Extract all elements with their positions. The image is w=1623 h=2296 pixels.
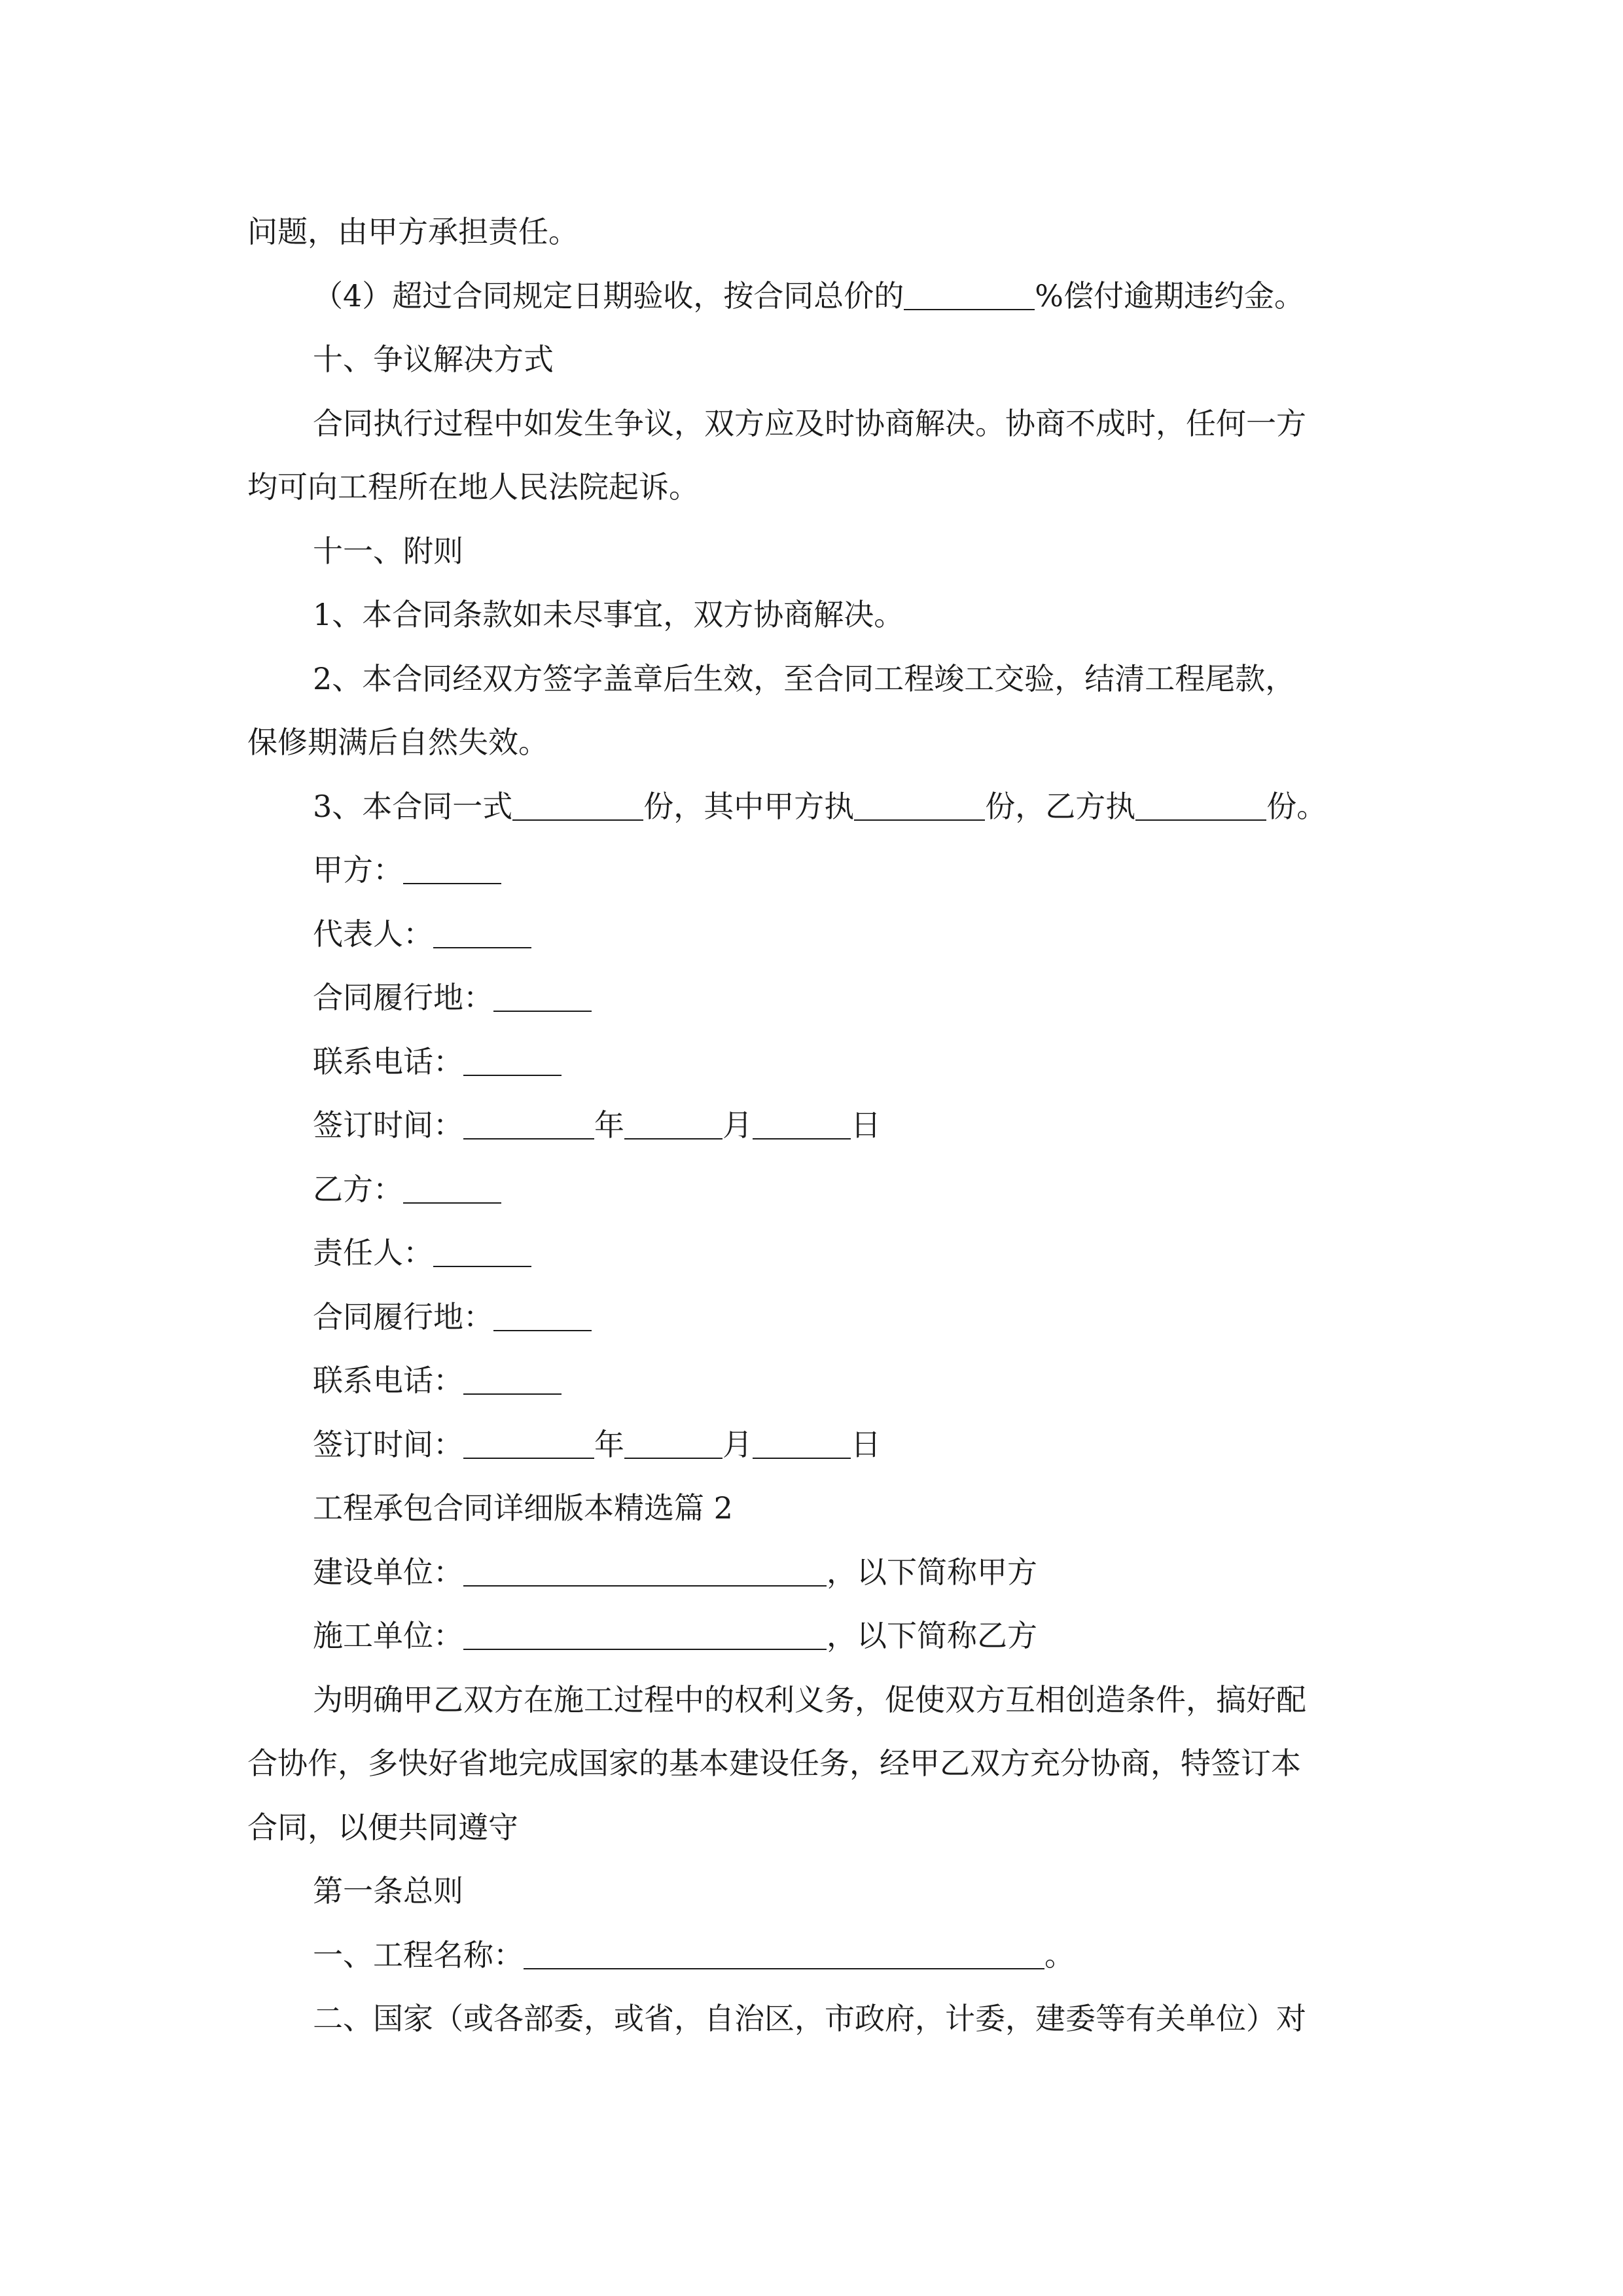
text-line — [247, 200, 1377, 264]
text-span: 十、争议解决方式 — [313, 342, 554, 377]
text-span: 二、国家（或各部委，或省，自治区，市政府，计委，建委等有关单位）对 — [313, 2001, 1306, 2036]
article-heading — [247, 1859, 1377, 1924]
fill-blank — [433, 1240, 531, 1267]
signature-field-phone — [247, 1349, 1377, 1413]
text-line — [247, 456, 1377, 520]
signature-field-place — [247, 966, 1377, 1030]
text-span: 十一、附则 — [313, 533, 463, 569]
text-span: 日 — [851, 1426, 881, 1462]
text-span: %偿付逾期违约金。 — [1035, 278, 1304, 314]
fill-blank — [463, 1112, 594, 1139]
text-span: 合同执行过程中如发生争议，双方应及时协商解决。协商不成时，任何一方 — [313, 405, 1306, 441]
text-span: 第一条总则 — [313, 1873, 463, 1909]
fill-blank — [463, 1623, 827, 1650]
fill-blank — [753, 1431, 851, 1459]
signature-field-date — [247, 1094, 1377, 1158]
text-line — [247, 583, 1377, 647]
signature-field-responsible — [247, 1221, 1377, 1285]
signature-field-party-a — [247, 838, 1377, 903]
field-label: 联系电话： — [313, 1043, 463, 1079]
field-contractor-unit — [247, 1604, 1377, 1668]
fill-blank — [403, 857, 501, 884]
text-span: （4）超过合同规定日期验收，按合同总价的 — [313, 278, 904, 314]
field-label: 乙方： — [313, 1171, 403, 1207]
field-construction-unit — [247, 1541, 1377, 1605]
text-line — [247, 647, 1377, 711]
text-line — [247, 392, 1377, 456]
signature-field-party-b — [247, 1158, 1377, 1222]
field-label: 一、工程名称： — [313, 1937, 524, 1973]
field-label: 代表人： — [313, 916, 433, 952]
field-label: 签订时间： — [313, 1426, 463, 1462]
section-heading — [247, 328, 1377, 392]
fill-blank — [493, 1304, 592, 1331]
section-title — [247, 1477, 1377, 1541]
fill-blank — [524, 1942, 1044, 1969]
text-span: 份，乙方执 — [985, 788, 1136, 824]
field-label: 甲方： — [313, 852, 403, 888]
field-label: 施工单位： — [313, 1618, 463, 1653]
fill-blank — [493, 984, 592, 1012]
fill-blank — [854, 793, 985, 821]
field-label: 责任人： — [313, 1235, 433, 1270]
fill-blank — [463, 1559, 827, 1587]
field-label: 合同履行地： — [313, 1299, 493, 1335]
fill-blank — [463, 1431, 594, 1459]
text-line — [247, 1732, 1377, 1796]
text-span: 月 — [722, 1107, 753, 1143]
text-span: 年 — [594, 1107, 624, 1143]
text-span: 保修期满后自然失效。 — [247, 725, 548, 760]
text-span: ，以下简称甲方 — [827, 1554, 1037, 1590]
text-span: 1、本合同条款如未尽事宜，双方协商解决。 — [313, 597, 904, 632]
text-line — [247, 264, 1377, 329]
text-line — [247, 1987, 1377, 2051]
text-span: 。 — [1044, 1937, 1075, 1973]
fill-blank — [463, 1049, 562, 1076]
document-body — [247, 200, 1377, 2051]
text-span: 工程承包合同详细版本精选篇 2 — [313, 1490, 733, 1526]
text-span: 份，其中甲方执 — [643, 788, 855, 824]
signature-field-date — [247, 1413, 1377, 1477]
text-span: 合同，以便共同遵守 — [247, 1809, 518, 1845]
field-label: 签订时间： — [313, 1107, 463, 1143]
text-span: 均可向工程所在地人民法院起诉。 — [247, 469, 699, 505]
fill-blank — [753, 1112, 851, 1139]
text-span: 年 — [594, 1426, 624, 1462]
text-span: ，以下简称乙方 — [827, 1618, 1037, 1653]
fill-blank — [904, 283, 1035, 310]
signature-field-place — [247, 1285, 1377, 1350]
field-label: 合同履行地： — [313, 980, 493, 1015]
section-heading — [247, 520, 1377, 584]
text-line — [247, 1796, 1377, 1860]
fill-blank — [463, 1367, 562, 1395]
text-span: 为明确甲乙双方在施工过程中的权利义务，促使双方互相创造条件，搞好配 — [313, 1681, 1306, 1717]
text-span: 月 — [722, 1426, 753, 1462]
fill-blank — [433, 921, 531, 948]
text-line — [247, 1668, 1377, 1732]
fill-blank — [624, 1112, 722, 1139]
signature-field-representative — [247, 903, 1377, 967]
text-span: 日 — [851, 1107, 881, 1143]
fill-blank — [512, 793, 643, 821]
fill-blank — [1135, 793, 1266, 821]
text-span: 3、本合同一式 — [313, 788, 513, 824]
field-project-name — [247, 1924, 1377, 1988]
text-span: 问题，由甲方承担责任。 — [247, 214, 579, 249]
text-line — [247, 775, 1377, 839]
text-line — [247, 711, 1377, 775]
text-span: 2、本合同经双方签字盖章后生效，至合同工程竣工交验，结清工程尾款， — [313, 660, 1296, 696]
field-label: 联系电话： — [313, 1363, 463, 1398]
text-span: 合协作，多快好省地完成国家的基本建设任务，经甲乙双方充分协商，特签订本 — [247, 1746, 1301, 1781]
fill-blank — [624, 1431, 722, 1459]
signature-field-phone — [247, 1030, 1377, 1094]
text-span: 份。 — [1266, 788, 1327, 824]
fill-blank — [403, 1176, 501, 1204]
field-label: 建设单位： — [313, 1554, 463, 1590]
